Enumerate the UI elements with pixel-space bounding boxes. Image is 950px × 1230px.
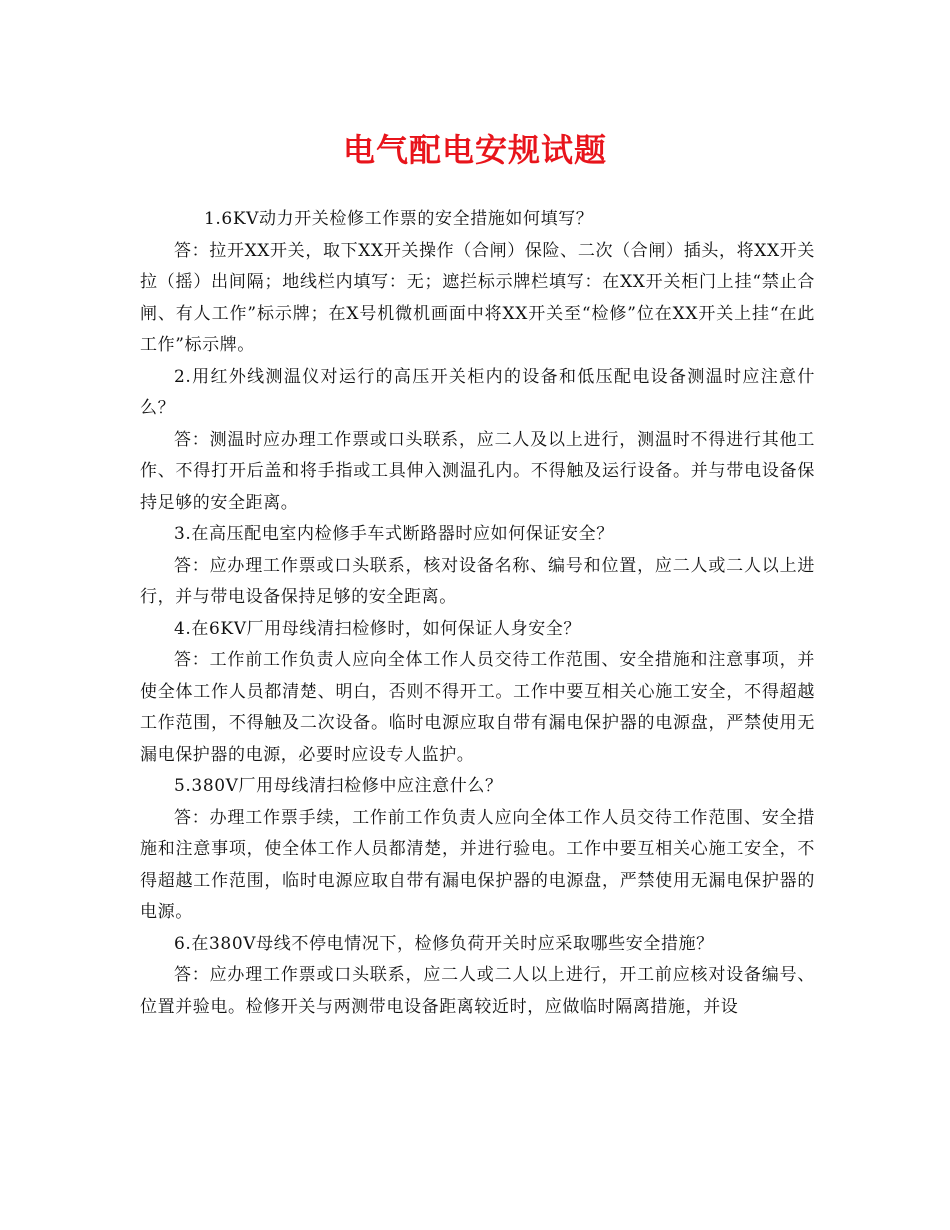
question-1: 1.6KV动力开关检修工作票的安全措施如何填写？ [204,209,594,229]
question-6: 6.在380V母线不停电情况下，检修负荷开关时应采取哪些安全措施？ [174,933,714,954]
answer-3: 答：应办理工作票或口头联系，核对设备名称、编号和位置，应二人或二人以上进行，并与带电设备保持足够的安全距离。 [140,555,815,607]
answer-6: 答：应办理工作票或口头联系，应二人或二人以上进行，开工前应核对设备编号、位置并验电。检修开关与两测带电设备距离较近时，应做临时隔离措施，并设 [140,965,815,1017]
question-4: 4.在6KV厂用母线清扫检修时，如何保证人身安全？ [174,618,582,639]
answer-4: 答：工作前工作负责人应向全体工作人员交待工作范围、安全措施和注意事项，并使全体工作人员都清楚、明白，否则不得开工。工作中要互相关心施工安全，不得超越工作范围，不得触及二次设备。临时电源应取自带有漏电保护器的电源盘，严禁使用无漏电保护器的电源，必要时应设专人监护。 [140,650,815,765]
answer-1: 答：拉开XX开关，取下XX开关操作（合闸）保险、二次（合闸）插头，将XX开关拉（摇）出间隔；地线栏内填写：无；遮拦标示牌栏填写：在XX开关柜门上挂“禁止合闸、有人工作”标示牌；在X号机微机画面中将XX开关至“检修”位在XX开关上挂“在此工作”标示牌。 [140,240,815,355]
answer-2: 答：测温时应办理工作票或口头联系，应二人及以上进行，测温时不得进行其他工作、不得打开后盖和将手指或工具伸入测温孔内。不得触及运行设备。并与带电设备保持足够的安全距离。 [140,429,815,513]
question-2: 2.用红外线测温仪对运行的高压开关柜内的设备和低压配电设备测温时应注意什么？ [140,366,815,418]
question-5: 5.380V厂用母线清扫检修中应注意什么？ [174,776,503,796]
question-3: 3.在高压配电室内检修手车式断路器时应如何保证安全？ [174,524,614,544]
answer-5: 答：办理工作票手续，工作前工作负责人应向全体工作人员交待工作范围、安全措施和注意事项，使全体工作人员都清楚，并进行验电。工作中要互相关心施工安全，不得超越工作范围，临时电源应取自带有漏电保护器的电源盘，严禁使用无漏电保护器的电源。 [140,807,815,922]
document-title: 电气配电安规试题 [342,131,607,169]
document-body [140,204,815,1023]
